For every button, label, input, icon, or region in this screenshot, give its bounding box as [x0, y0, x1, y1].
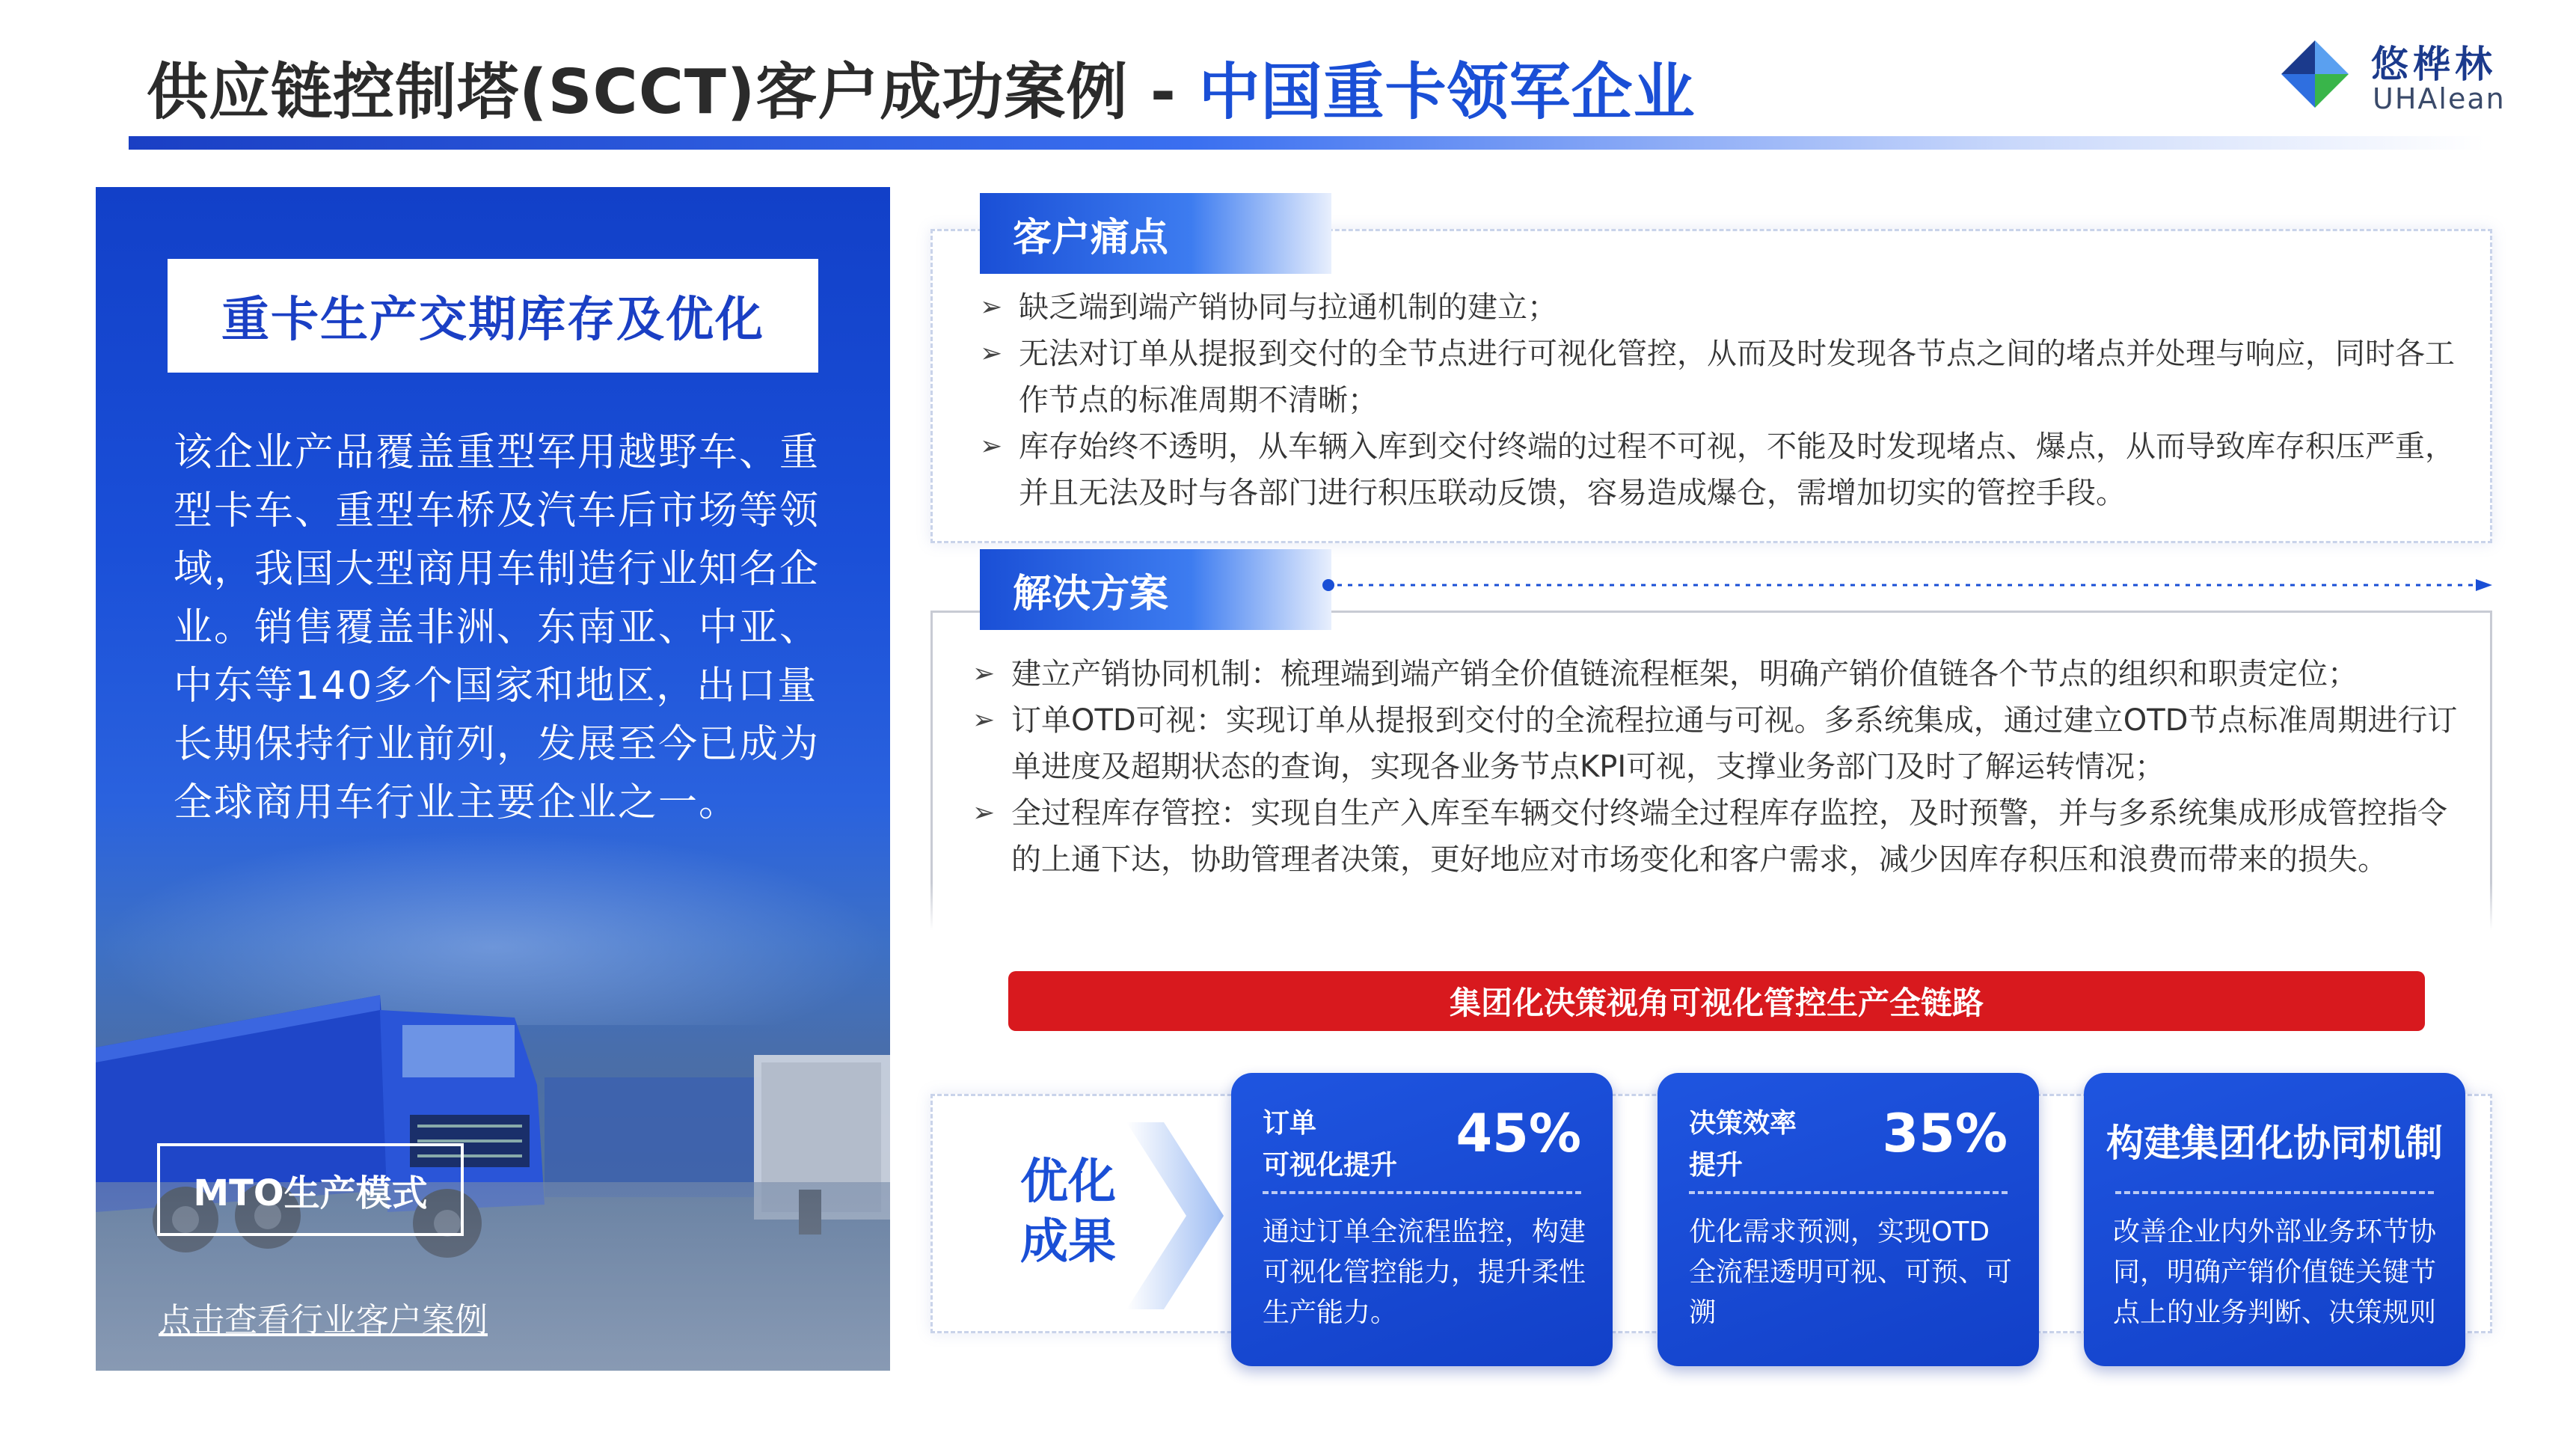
solutions-box-fade [927, 883, 2495, 950]
result-card-order-visibility [1231, 1073, 1613, 1366]
logo-mark-icon [2274, 33, 2356, 115]
card-divider [1689, 1191, 2008, 1194]
card-title-line1: 决策效率 [1689, 1108, 1797, 1139]
card-description: 通过订单全流程监控，构建可视化管控能力，提升柔性生产能力。 [1263, 1217, 1586, 1328]
chevron-right-icon [1126, 1122, 1224, 1309]
card-description: 优化需求预测，实现OTD全流程透明可视、可预、可溯 [1689, 1217, 2013, 1328]
pain-point-text: 无法对订单从提报到交付的全节点进行可视化管控，从而及时发现各节点之间的堵点并处理与响应，同时各工作节点的标准周期不清晰； [1019, 337, 2455, 417]
page-title-separator: - [1128, 57, 1199, 128]
solution-text: 订单OTD可视：实现订单从提报到交付的全流程拉通与可视。多系统集成，通过建立OTD节点标准周期进行订单进度及超期状态的查询，实现各业务节点KPI可视，支撑业务部门及时了解运转情况； [1011, 703, 2458, 784]
list-item [969, 790, 2473, 883]
list-item [969, 697, 2473, 790]
logo-text-en: UHAlean [2373, 82, 2506, 115]
summary-banner: 集团化决策视角可视化管控生产全链路 [1008, 971, 2425, 1031]
card-divider [2115, 1191, 2434, 1194]
arrow-bullet-icon: ➢ [980, 431, 1003, 462]
card-title-line1: 订单 [1263, 1108, 1317, 1139]
header-divider [129, 136, 2485, 150]
list-item [977, 284, 2473, 331]
production-mode-badge: MTO生产模式 [157, 1143, 464, 1236]
solution-text: 建立产销协同机制：梳理端到端产销全价值链流程框架，明确产销价值链各个节点的组织和职责定位； [1011, 657, 2358, 691]
list-item [977, 423, 2473, 516]
card-title-line2: 可视化提升 [1263, 1150, 1398, 1181]
card-title: 构建集团化协同机制 [2106, 1122, 2443, 1165]
card-description: 改善企业内外部业务环节协同，明确产销价值链关键节点上的业务判断、决策规则 [2112, 1217, 2436, 1328]
arrow-bullet-icon: ➢ [972, 705, 996, 735]
solution-text: 全过程库存管控：实现自生产入库至车辆交付终端全过程库存监控，及时预警，并与多系统集成形成管控指令的上通下达，协助管理者决策，更好地应对市场变化和客户需求，减少因库存积压和浪费而带来的损失。 [1011, 796, 2447, 877]
view-industry-cases-link[interactable]: 点击查看行业客户案例 [159, 1301, 488, 1339]
card-title [1263, 1103, 1397, 1187]
company-logo [2274, 30, 2521, 120]
arrow-bullet-icon: ➢ [980, 338, 1003, 369]
pain-points-tab: 客户痛点 [980, 193, 1331, 274]
list-item [977, 331, 2473, 423]
results-label-line2: 成果 [1020, 1214, 1116, 1270]
solutions-tab: 解决方案 [980, 549, 1331, 630]
result-card-decision-efficiency [1657, 1073, 2039, 1366]
card-percent: 45% [1456, 1103, 1581, 1164]
case-description: 该企业产品覆盖重型军用越野车、重型卡车、重型车桥及汽车后市场等领域，我国大型商用车制造行业知名企业。销售覆盖非洲、东南亚、中亚、中东等140多个国家和地区，出口量长期保持行业前列，发展至今已成为全球商用车行业主要企业之一。 [174, 430, 821, 825]
results-label [1008, 1152, 1128, 1272]
page-title-main: 供应链控制塔(SCCT)客户成功案例 [147, 57, 1129, 128]
card-divider [1263, 1191, 1581, 1194]
solutions-list [969, 651, 2473, 883]
arrow-bullet-icon: ➢ [972, 658, 996, 689]
arrow-bullet-icon: ➢ [972, 798, 996, 828]
dotted-arrow-connector [1321, 578, 2492, 593]
results-label-line1: 优化 [1020, 1154, 1116, 1210]
result-card-group-collaboration [2084, 1073, 2465, 1366]
card-title-line2: 提升 [1689, 1150, 1744, 1181]
card-title [1689, 1103, 1797, 1187]
page-title-accent: 中国重卡领军企业 [1198, 57, 1696, 128]
pain-point-text: 库存始终不透明，从车辆入库到交付终端的过程不可视，不能及时发现堵点、爆点，从而导致库存积压严重，并且无法及时与各部门进行积压联动反馈，容易造成爆仓，需增加切实的管控手段。 [1019, 429, 2455, 510]
page-title [147, 43, 1695, 131]
logo-text-cn: 悠桦林 [2371, 43, 2497, 86]
arrow-bullet-icon: ➢ [980, 292, 1003, 322]
pain-point-text: 缺乏端到端产销协同与拉通机制的建立； [1019, 290, 1557, 325]
case-heading: 重卡生产交期库存及优化 [168, 259, 818, 373]
pain-points-list [977, 284, 2473, 516]
list-item [969, 651, 2473, 697]
case-intro-panel [96, 187, 890, 1371]
card-percent: 35% [1882, 1103, 2008, 1164]
